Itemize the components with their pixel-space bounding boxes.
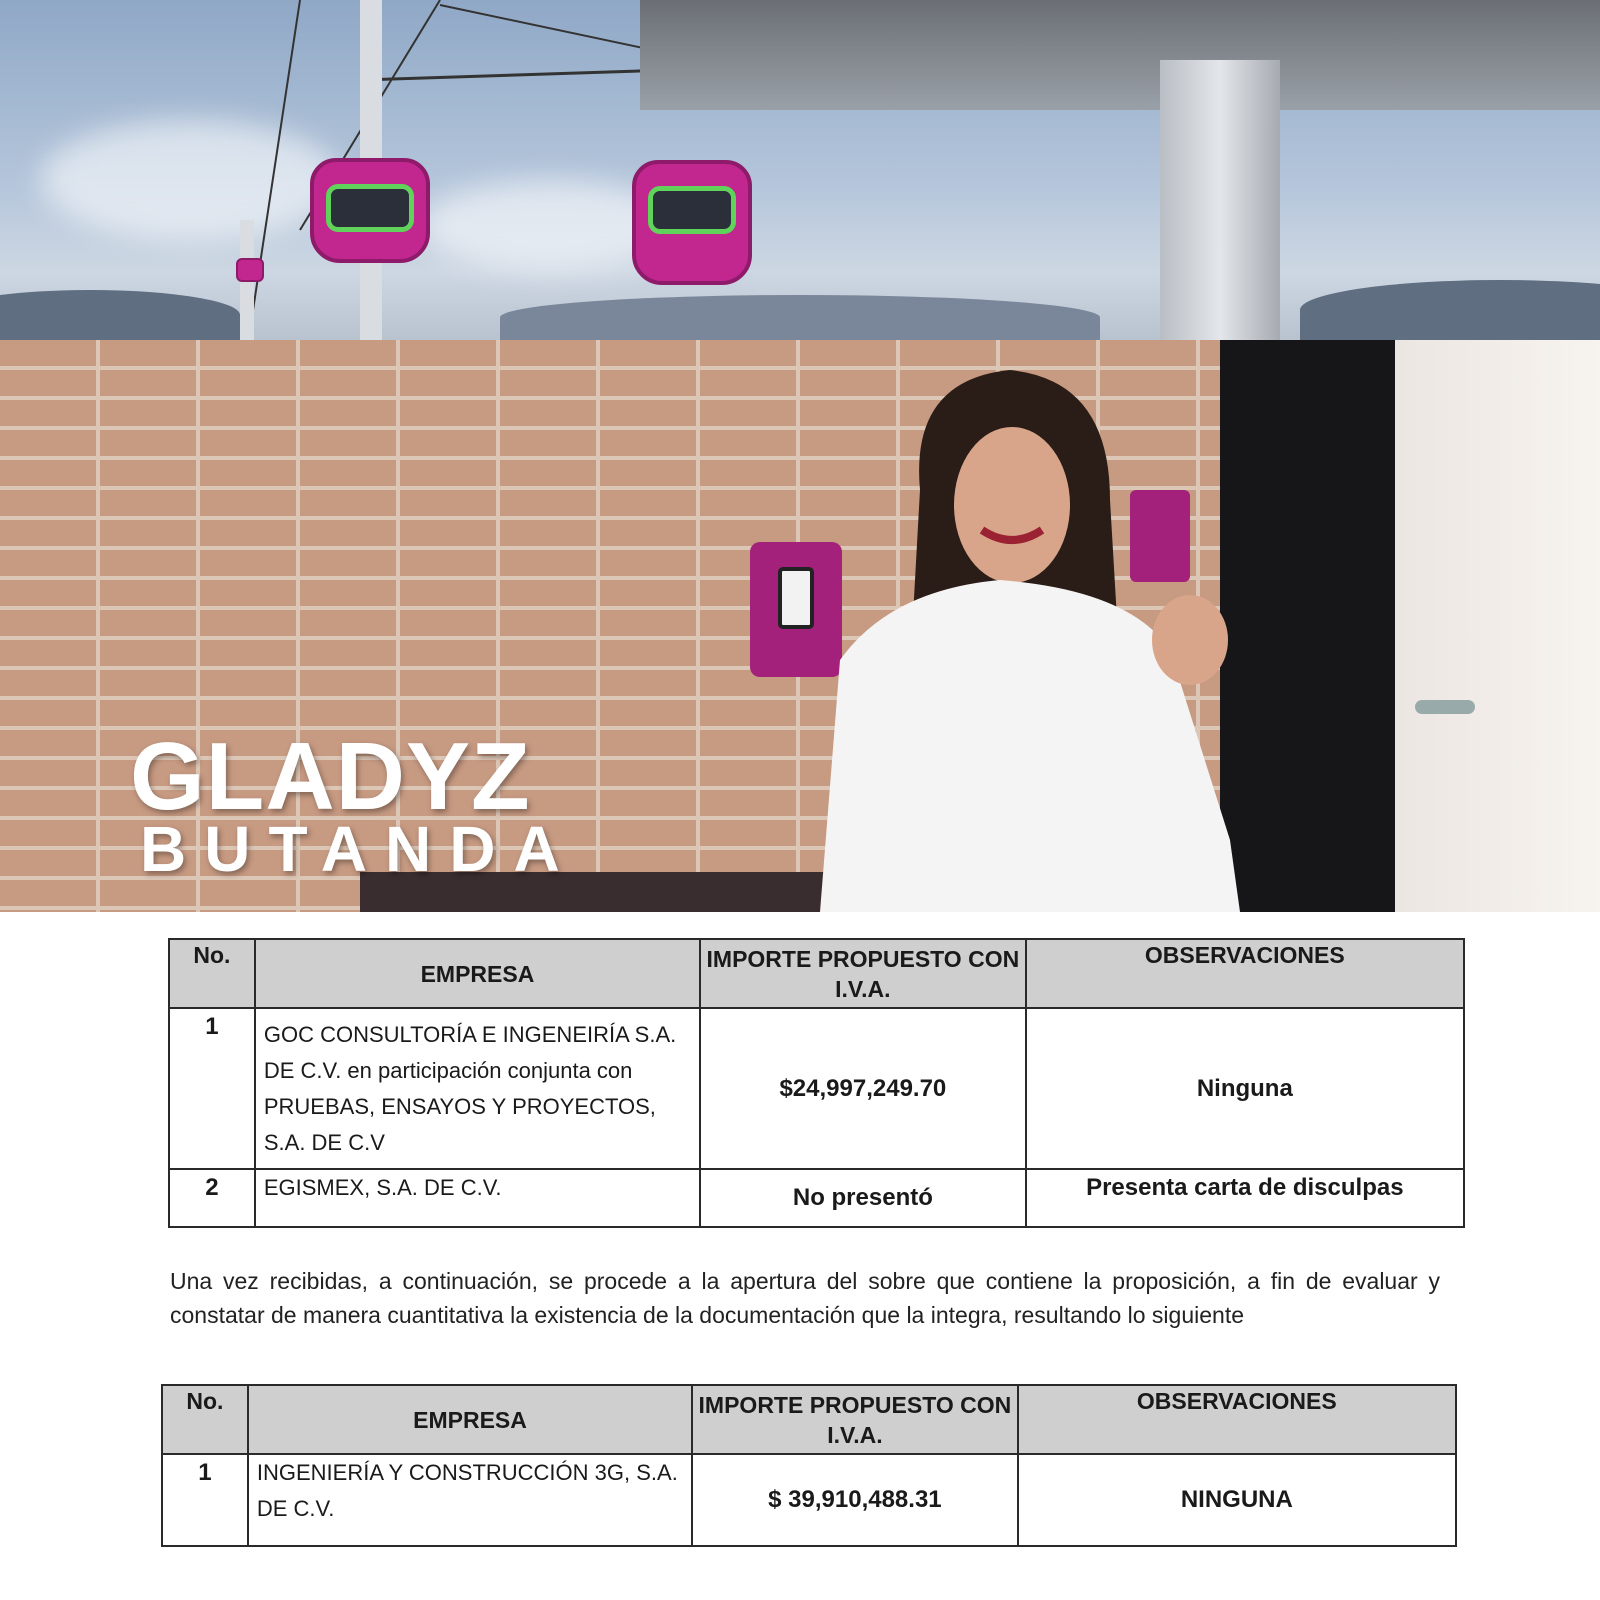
table-header-row <box>162 1385 1456 1454</box>
header-no: No. <box>169 939 255 1008</box>
table-row <box>169 1169 1464 1227</box>
presenter-last-name: BUTANDA <box>140 813 578 885</box>
body-paragraph: Una vez recibidas, a continuación, se procede a la apertura del sobre que contiene la proposición, a fin de evaluar y constatar de manera cuantitativa la existencia de la documentación que la integra, resultando lo siguiente <box>170 1268 1440 1328</box>
cell-no: 1 <box>162 1454 248 1546</box>
presenter-figure <box>760 340 1260 912</box>
cell-importe: $ 39,910,488.31 <box>692 1454 1018 1546</box>
table-header-row <box>169 939 1464 1008</box>
cell-observaciones: Ninguna <box>1026 1008 1464 1169</box>
bids-table-2 <box>161 1384 1457 1547</box>
bids-table-1 <box>168 938 1465 1228</box>
header-no: No. <box>162 1385 248 1454</box>
header-empresa: EMPRESA <box>248 1385 692 1454</box>
door-handle <box>1415 700 1475 714</box>
cell-empresa: INGENIERÍA Y CONSTRUCCIÓN 3G, S.A. DE C.V. <box>248 1454 692 1546</box>
cell-observaciones: Presenta carta de disculpas <box>1026 1169 1464 1227</box>
cell-empresa: EGISMEX, S.A. DE C.V. <box>255 1169 700 1227</box>
cell-no: 1 <box>169 1008 255 1169</box>
cell-importe: $24,997,249.70 <box>700 1008 1026 1169</box>
header-empresa: EMPRESA <box>255 939 700 1008</box>
cell-no: 2 <box>169 1169 255 1227</box>
header-observaciones: OBSERVACIONES <box>1018 1385 1456 1454</box>
gondola <box>632 160 752 285</box>
cell-observaciones: NINGUNA <box>1018 1454 1456 1546</box>
station-pillar <box>1160 60 1280 340</box>
cell-importe: No presentó <box>700 1169 1026 1227</box>
table-row <box>162 1454 1456 1546</box>
cell-empresa: GOC CONSULTORÍA E INGENEIRÍA S.A. DE C.V. en participación conjunta con PRUEBAS, ENSAYOS Y PROYECTOS, S.A. DE C.V <box>255 1008 700 1169</box>
station-structure <box>640 0 1600 110</box>
header-importe: IMPORTE PROPUESTO CON I.V.A. <box>692 1385 1018 1454</box>
gondola <box>236 258 264 282</box>
presenter-first-name: GLADYZ <box>130 723 531 830</box>
cable-car-photo <box>0 0 1600 340</box>
header-importe: IMPORTE PROPUESTO CON I.V.A. <box>700 939 1026 1008</box>
door <box>1395 340 1600 912</box>
header-observaciones: OBSERVACIONES <box>1026 939 1464 1008</box>
gondola <box>310 158 430 263</box>
table-row <box>169 1008 1464 1169</box>
